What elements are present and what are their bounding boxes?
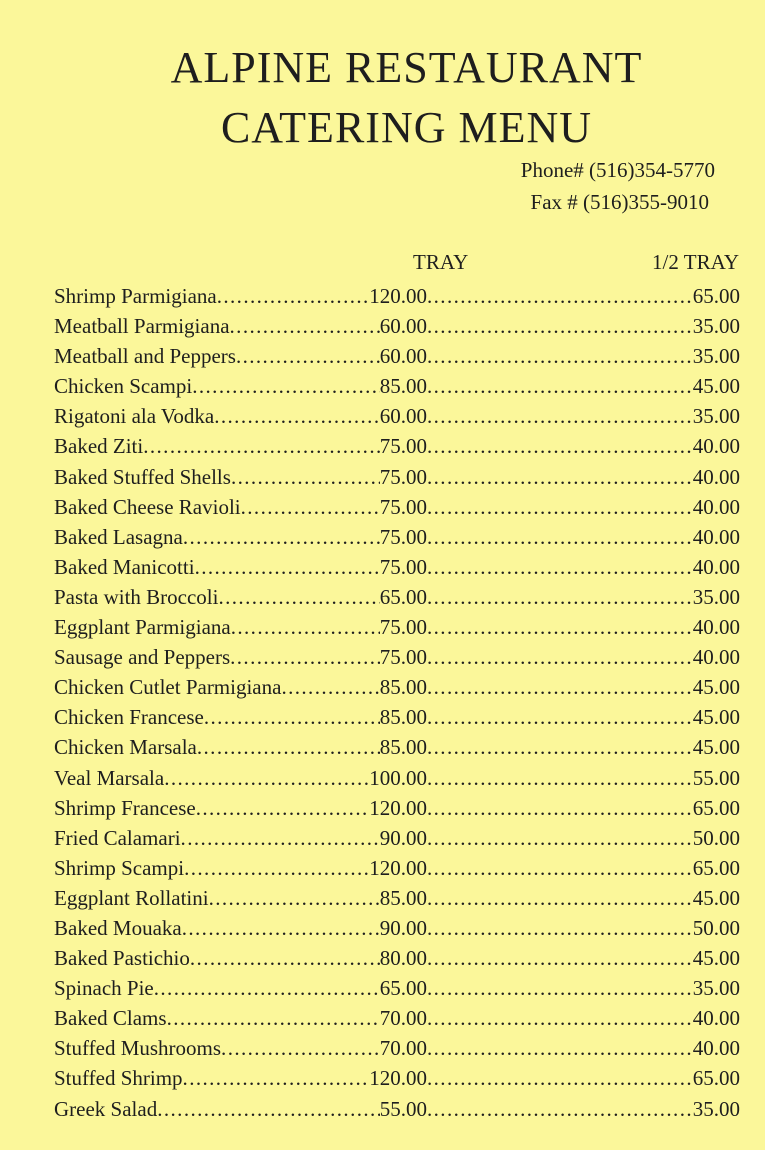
column-header-tray: TRAY — [413, 250, 469, 274]
dot-leader — [204, 702, 380, 732]
dot-leader — [427, 311, 693, 341]
half-tray-price: 40.00 — [692, 494, 740, 519]
menu-item-main — [54, 492, 427, 522]
menu-item-row — [54, 1003, 740, 1033]
tray-price: 60.00 — [379, 404, 427, 429]
menu-item-row — [54, 1063, 740, 1093]
menu-item-row — [54, 341, 740, 371]
half-tray-price: 40.00 — [692, 434, 740, 459]
dot-leader — [218, 582, 379, 612]
dot-leader — [427, 763, 693, 793]
menu-item-row — [54, 371, 740, 401]
menu-item-main — [54, 793, 427, 823]
dot-leader — [197, 732, 380, 762]
dot-leader — [184, 853, 369, 883]
menu-item-row — [54, 462, 740, 492]
dot-leader — [427, 702, 693, 732]
dot-leader — [427, 371, 693, 401]
tray-price: 60.00 — [379, 344, 427, 369]
half-tray-price: 55.00 — [692, 765, 740, 790]
dot-leader — [143, 431, 380, 461]
menu-item-name: Baked Pastichio — [54, 946, 190, 971]
menu-item-row — [54, 883, 740, 913]
phone-number: Phone# (516)354-5770 — [520, 158, 715, 182]
menu-item-main — [54, 281, 427, 311]
menu-item-main — [54, 672, 427, 702]
tray-price: 55.00 — [379, 1096, 427, 1121]
half-tray-price: 40.00 — [692, 554, 740, 579]
dot-leader — [427, 913, 693, 943]
menu-item-main — [54, 763, 427, 793]
menu-item-name: Sausage and Peppers — [54, 645, 231, 670]
menu-item-row — [54, 552, 740, 582]
half-tray-price: 40.00 — [692, 645, 740, 670]
half-tray-price: 45.00 — [692, 705, 740, 730]
menu-item-name: Shrimp Scampi — [54, 855, 185, 880]
menu-title: CATERING MENU — [220, 103, 593, 152]
menu-item-name: Shrimp Francese — [54, 795, 196, 820]
tray-price: 75.00 — [379, 615, 427, 640]
dot-leader — [427, 883, 693, 913]
menu-item-name: Eggplant Rollatini — [54, 885, 209, 910]
dot-leader — [231, 462, 380, 492]
dot-leader — [281, 672, 379, 702]
menu-item-main — [54, 401, 427, 431]
tray-price: 90.00 — [379, 915, 427, 940]
half-tray-price: 50.00 — [692, 825, 740, 850]
menu-item-row — [54, 492, 740, 522]
tray-price: 70.00 — [379, 1036, 427, 1061]
menu-item-row — [54, 281, 740, 311]
menu-item-main — [54, 1003, 427, 1033]
dot-leader — [154, 973, 380, 1003]
menu-item-name: Rigatoni ala Vodka — [54, 404, 215, 429]
menu-item-row — [54, 1094, 740, 1124]
half-tray-price: 45.00 — [692, 946, 740, 971]
menu-item-main — [54, 732, 427, 762]
half-tray-price: 40.00 — [692, 464, 740, 489]
menu-item-row — [54, 853, 740, 883]
menu-item-name: Chicken Cutlet Parmigiana — [54, 675, 282, 700]
menu-item-main — [54, 853, 427, 883]
dot-leader — [182, 913, 380, 943]
menu-item-main — [54, 913, 427, 943]
dot-leader — [427, 672, 693, 702]
tray-price: 70.00 — [379, 1006, 427, 1031]
menu-item-main — [54, 642, 427, 672]
menu-item-name: Stuffed Mushrooms — [54, 1036, 222, 1061]
dot-leader — [427, 281, 693, 311]
tray-price: 75.00 — [379, 464, 427, 489]
half-tray-price: 65.00 — [692, 1066, 740, 1091]
half-tray-price: 40.00 — [692, 1036, 740, 1061]
tray-price: 75.00 — [379, 524, 427, 549]
dot-leader — [181, 823, 380, 853]
menu-item-row — [54, 431, 740, 461]
half-tray-price: 40.00 — [692, 1006, 740, 1031]
menu-item-row — [54, 763, 740, 793]
half-tray-price: 35.00 — [692, 314, 740, 339]
menu-item-main — [54, 1094, 427, 1124]
menu-item-name: Greek Salad — [54, 1096, 158, 1121]
dot-leader — [427, 642, 693, 672]
tray-price: 65.00 — [379, 976, 427, 1001]
dot-leader — [230, 642, 380, 672]
fax-number: Fax # (516)355-9010 — [530, 190, 709, 214]
dot-leader — [427, 492, 693, 522]
tray-price: 75.00 — [379, 645, 427, 670]
dot-leader — [157, 1094, 380, 1124]
dot-leader — [427, 793, 693, 823]
dot-leader — [209, 883, 380, 913]
dot-leader — [427, 582, 693, 612]
menu-item-name: Baked Mouaka — [54, 915, 182, 940]
menu-item-main — [54, 311, 427, 341]
menu-item-name: Chicken Scampi — [54, 374, 193, 399]
menu-item-row — [54, 582, 740, 612]
dot-leader — [231, 612, 380, 642]
menu-item-main — [54, 702, 427, 732]
menu-item-row — [54, 672, 740, 702]
menu-item-name: Chicken Marsala — [54, 735, 197, 760]
menu-item-main — [54, 371, 427, 401]
menu-item-row — [54, 642, 740, 672]
dot-leader — [190, 943, 380, 973]
tray-price: 75.00 — [379, 554, 427, 579]
menu-item-row — [54, 401, 740, 431]
tray-price: 100.00 — [369, 765, 427, 790]
menu-item-name: Baked Manicotti — [54, 554, 195, 579]
tray-price: 85.00 — [379, 735, 427, 760]
half-tray-price: 45.00 — [692, 675, 740, 700]
menu-item-name: Baked Stuffed Shells — [54, 464, 231, 489]
half-tray-price: 35.00 — [692, 344, 740, 369]
dot-leader — [427, 732, 693, 762]
menu-item-main — [54, 883, 427, 913]
menu-item-row — [54, 311, 740, 341]
dot-leader — [427, 462, 693, 492]
menu-item-name: Chicken Francese — [54, 705, 204, 730]
menu-item-main — [54, 823, 427, 853]
tray-price: 75.00 — [379, 434, 427, 459]
half-tray-price: 40.00 — [692, 615, 740, 640]
dot-leader — [427, 401, 693, 431]
dot-leader — [195, 552, 380, 582]
menu-item-main — [54, 582, 427, 612]
dot-leader — [427, 853, 693, 883]
dot-leader — [217, 281, 370, 311]
menu-item-name: Meatball and Peppers — [54, 344, 236, 369]
tray-price: 65.00 — [379, 584, 427, 609]
dot-leader — [427, 1094, 693, 1124]
half-tray-price: 45.00 — [692, 885, 740, 910]
menu-item-row — [54, 702, 740, 732]
dot-leader — [427, 522, 693, 552]
dot-leader — [183, 522, 380, 552]
tray-price: 85.00 — [379, 675, 427, 700]
column-header-half-tray: 1/2 TRAY — [652, 250, 739, 274]
half-tray-price: 35.00 — [692, 1096, 740, 1121]
tray-price: 85.00 — [379, 374, 427, 399]
menu-item-name: Eggplant Parmigiana — [54, 615, 231, 640]
dot-leader — [427, 431, 693, 461]
menu-item-row — [54, 943, 740, 973]
dot-leader — [427, 1003, 693, 1033]
menu-item-main — [54, 552, 427, 582]
tray-price: 120.00 — [369, 795, 427, 820]
menu-item-name: Meatball Parmigiana — [54, 314, 230, 339]
menu-item-row — [54, 793, 740, 823]
half-tray-price: 35.00 — [692, 584, 740, 609]
dot-leader — [164, 763, 369, 793]
menu-item-main — [54, 1033, 427, 1063]
half-tray-price: 45.00 — [692, 735, 740, 760]
menu-item-main — [54, 341, 427, 371]
half-tray-price: 65.00 — [692, 795, 740, 820]
half-tray-price: 45.00 — [692, 374, 740, 399]
dot-leader — [183, 1063, 370, 1093]
half-tray-price: 35.00 — [692, 976, 740, 1001]
menu-item-row — [54, 913, 740, 943]
dot-leader — [427, 823, 693, 853]
dot-leader — [241, 492, 380, 522]
dot-leader — [192, 371, 380, 401]
menu-item-main — [54, 1063, 427, 1093]
menu-item-row — [54, 612, 740, 642]
tray-price: 120.00 — [369, 284, 427, 308]
dot-leader — [427, 341, 693, 371]
menu-item-main — [54, 612, 427, 642]
menu-item-name: Baked Clams — [54, 1006, 167, 1031]
tray-price: 60.00 — [379, 314, 427, 339]
half-tray-price: 65.00 — [692, 855, 740, 880]
menu-item-row — [54, 823, 740, 853]
menu-item-name: Pasta with Broccoli — [54, 584, 219, 609]
dot-leader — [236, 341, 380, 371]
half-tray-price: 65.00 — [692, 284, 740, 308]
tray-price: 75.00 — [379, 494, 427, 519]
dot-leader — [427, 1063, 693, 1093]
menu-item-name: Baked Ziti — [54, 434, 144, 459]
dot-leader — [427, 552, 693, 582]
menu-item-row — [54, 522, 740, 552]
menu-item-name: Spinach Pie — [54, 976, 154, 1001]
dot-leader — [196, 793, 370, 823]
tray-price: 120.00 — [369, 1066, 427, 1091]
tray-price: 80.00 — [379, 946, 427, 971]
tray-price: 120.00 — [369, 855, 427, 880]
dot-leader — [167, 1003, 380, 1033]
menu-item-main — [54, 973, 427, 1003]
menu-item-main — [54, 943, 427, 973]
dot-leader — [230, 311, 380, 341]
menu-item-name: Veal Marsala — [54, 765, 165, 790]
menu-item-main — [54, 431, 427, 461]
dot-leader — [427, 1033, 693, 1063]
dot-leader — [427, 973, 693, 1003]
menu-item-name: Shrimp Parmigiana — [54, 284, 217, 308]
dot-leader — [427, 612, 693, 642]
restaurant-name: ALPINE RESTAURANT — [170, 43, 643, 92]
menu-item-main — [54, 462, 427, 492]
dot-leader — [221, 1033, 380, 1063]
half-tray-price: 50.00 — [692, 915, 740, 940]
menu-item-row — [54, 732, 740, 762]
menu-item-name: Baked Cheese Ravioli — [54, 494, 241, 519]
menu-item-name: Fried Calamari — [54, 825, 181, 850]
menu-item-name: Stuffed Shrimp — [54, 1066, 183, 1091]
menu-item-list — [54, 281, 740, 1124]
dot-leader — [214, 401, 380, 431]
half-tray-price: 40.00 — [692, 524, 740, 549]
menu-item-main — [54, 522, 427, 552]
menu-item-row — [54, 973, 740, 1003]
tray-price: 90.00 — [379, 825, 427, 850]
menu-item-row — [54, 1033, 740, 1063]
dot-leader — [427, 943, 693, 973]
menu-item-name: Baked Lasagna — [54, 524, 183, 549]
tray-price: 85.00 — [379, 885, 427, 910]
half-tray-price: 35.00 — [692, 404, 740, 429]
tray-price: 85.00 — [379, 705, 427, 730]
